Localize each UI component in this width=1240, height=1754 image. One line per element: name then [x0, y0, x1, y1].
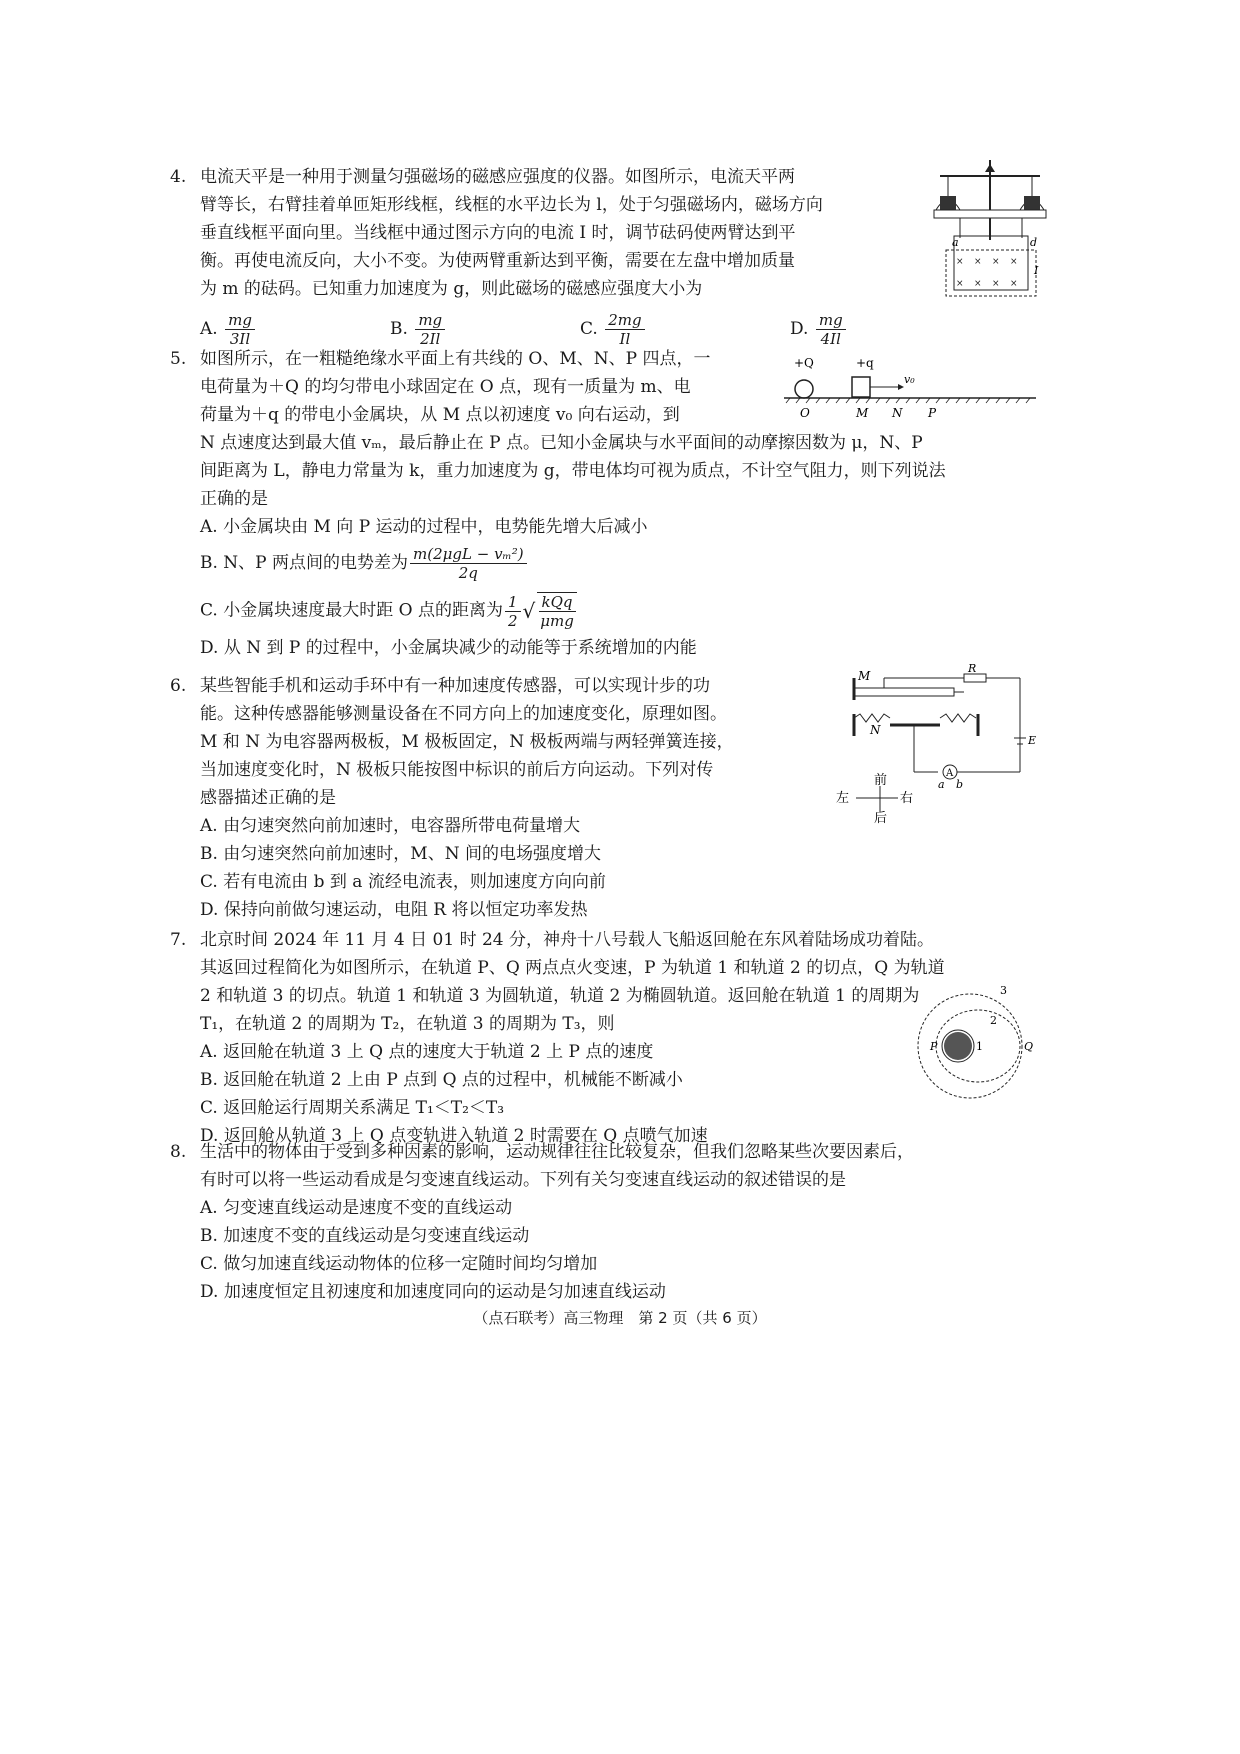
question-text-line: 为 m 的砝码。已知重力加速度为 g，则此磁场的磁感应强度大小为	[200, 279, 703, 299]
label-b: b	[956, 778, 964, 791]
label-I: I	[1034, 264, 1039, 277]
option-b[interactable]: B. 加速度不变的直线运动是匀变速直线运动	[200, 1226, 530, 1246]
label-orbit-2: 2	[990, 1014, 997, 1027]
question-text-line: 电流天平是一种用于测量匀强磁场的磁感应强度的仪器。如图所示，电流天平两	[200, 167, 795, 187]
current-balance-figure	[930, 160, 1050, 320]
option-d[interactable]: D. $\frac{mg}{4Il}$	[790, 311, 940, 348]
fraction: $\frac{mg}{3Il}$	[225, 311, 255, 348]
option-a[interactable]: A. 小金属块由 M 向 P 运动的过程中，电势能先增大后减小	[200, 517, 648, 537]
option-a[interactable]: A. 返回舱在轨道 3 上 Q 点的速度大于轨道 2 上 P 点的速度	[200, 1042, 654, 1062]
question-text-line: 生活中的物体由于受到多种因素的影响，运动规律往往比较复杂，但我们忽略某些次要因素后，	[200, 1142, 914, 1162]
label-orbit-1: 1	[976, 1040, 983, 1053]
option-a[interactable]: A. 由匀速突然向前加速时，电容器所带电荷量增大	[200, 816, 581, 836]
question-number: 6.	[170, 676, 187, 696]
fraction: $\frac{mg}{2Il}$	[415, 311, 445, 348]
question-text-line: T₁，在轨道 2 的周期为 T₂，在轨道 3 的周期为 T₃，则	[200, 1014, 615, 1034]
option-d[interactable]: D. 加速度恒定且初速度和加速度同向的运动是匀加速直线运动	[200, 1282, 666, 1302]
question-text-line: 2 和轨道 3 的切点。轨道 1 和轨道 3 为圆轨道，轨道 2 为椭圆轨道。返回舱在轨道 1 的周期为	[200, 986, 920, 1006]
question-text-line: 垂直线框平面向里。当线框中通过图示方向的电流 I 时，调节砝码使两臂达到平	[200, 223, 796, 243]
accelerometer-circuit-figure	[830, 662, 1050, 830]
fraction: $\frac{\text{kQq}}{\text{μmg}}$	[537, 592, 577, 630]
label-R: R	[968, 662, 977, 675]
svg-text:×: ×	[974, 279, 982, 289]
label-M: M	[856, 406, 869, 420]
question-text-line: 正确的是	[200, 489, 268, 509]
question-text-line: 能。这种传感器能够测量设备在不同方向上的加速度变化，原理如图。	[200, 704, 727, 724]
option-c[interactable]: C. 返回舱运行周期关系满足 T₁＜T₂＜T₃	[200, 1098, 505, 1118]
label-left: 左	[836, 791, 850, 806]
question-number: 4.	[170, 167, 187, 187]
option-b[interactable]: B. N、P 两点间的电势差为 $\frac{\text{m(2μgL − vₘ²)}}{2q}$	[200, 545, 1040, 582]
label-v0: v₀	[904, 373, 915, 386]
question-text-line: 如图所示，在一粗糙绝缘水平面上有共线的 O、M、N、P 四点，一	[200, 349, 711, 369]
label-back: 后	[874, 811, 888, 826]
question-text-line: 某些智能手机和运动手环中有一种加速度传感器，可以实现计步的功	[200, 676, 710, 696]
label-orbit-3: 3	[1000, 984, 1007, 997]
label-a: a	[938, 778, 945, 791]
fraction: $\frac{mg}{4Il}$	[816, 311, 846, 348]
svg-text:×: ×	[956, 279, 964, 289]
option-d[interactable]: D. 返回舱从轨道 3 上 Q 点变轨进入轨道 2 时需要在 Q 点喷气加速	[200, 1126, 708, 1146]
question-text-line: 有时可以将一些运动看成是匀变速直线运动。下列有关匀变速直线运动的叙述错误的是	[200, 1170, 846, 1190]
label-E: E	[1028, 734, 1037, 747]
option-c[interactable]: C. 做匀加速直线运动物体的位移一定随时间均匀增加	[200, 1254, 598, 1274]
option-c[interactable]: C. $\frac{2mg}{Il}$	[580, 311, 790, 348]
label-right: 右	[900, 791, 914, 806]
svg-text:×: ×	[1010, 257, 1018, 267]
question-number: 7.	[170, 930, 187, 950]
option-d[interactable]: D. 从 N 到 P 的过程中，小金属块减少的动能等于系统增加的内能	[200, 638, 697, 658]
fraction: $\frac{1}{2}$	[505, 593, 521, 630]
question-text-line: 荷量为＋q 的带电小金属块，从 M 点以初速度 v₀ 向右运动，到	[200, 405, 680, 425]
fraction: $\frac{\text{m(2μgL − vₘ²)}}{2q}$	[410, 545, 527, 582]
option-b[interactable]: B. $\frac{mg}{2Il}$	[390, 311, 580, 348]
option-c[interactable]: C. 小金属块速度最大时距 O 点的距离为 $\frac{1}{2}$ √ $\frac{\text{kQq}}{\text{μmg}}$	[200, 592, 1040, 630]
fraction: $\frac{2mg}{Il}$	[605, 311, 644, 348]
question-8	[170, 1138, 1040, 1306]
svg-text:×: ×	[974, 257, 982, 267]
svg-text:×: ×	[956, 257, 964, 267]
question-text-line: 间距离为 L，静电力常量为 k，重力加速度为 g，带电体均可视为质点，不计空气阻力，则下列说法	[200, 461, 946, 481]
label-P: P	[928, 406, 937, 420]
label-M: M	[858, 669, 871, 683]
label-plus-Q: +Q	[794, 356, 814, 370]
question-text-line: 衡。再使电流反向，大小不变。为使两臂重新达到平衡，需要在左盘中增加质量	[200, 251, 795, 271]
question-text-line: 臂等长，右臂挂着单匝矩形线框，线框的水平边长为 l，处于匀强磁场内，磁场方向	[200, 195, 823, 215]
label-O: O	[800, 406, 810, 420]
question-number: 5.	[170, 349, 187, 369]
question-number: 8.	[170, 1142, 187, 1162]
question-text-line: 电荷量为＋Q 的均匀带电小球固定在 O 点，现有一质量为 m、电	[200, 377, 691, 397]
svg-text:×: ×	[992, 279, 1000, 289]
label-N: N	[870, 723, 881, 737]
question-7	[170, 926, 1040, 1150]
label-a: a	[952, 236, 959, 249]
question-text-line: 北京时间 2024 年 11 月 4 日 01 时 24 分，神舟十八号载人飞船返回舱在东风着陆场成功着陆。	[200, 930, 935, 950]
option-c[interactable]: C. 若有电流由 b 到 a 流经电流表，则加速度方向向前	[200, 872, 606, 892]
charges-on-surface-figure	[780, 353, 1040, 419]
svg-text:×: ×	[1010, 279, 1018, 289]
label-A: A	[946, 768, 954, 779]
label-d: d	[1030, 236, 1038, 249]
question-text-line: 感器描述正确的是	[200, 788, 336, 808]
label-P: P	[930, 1040, 938, 1053]
page-footer: （点石联考）高三物理 第 2 页（共 6 页）	[473, 1309, 767, 1327]
option-b[interactable]: B. 返回舱在轨道 2 上由 P 点到 Q 点的过程中，机械能不断减小	[200, 1070, 683, 1090]
option-a[interactable]: A. 匀变速直线运动是速度不变的直线运动	[200, 1198, 513, 1218]
orbits-figure	[920, 980, 1060, 1100]
label-Q: Q	[1024, 1040, 1034, 1053]
option-a[interactable]: A. $\frac{mg}{3Il}$	[200, 311, 390, 348]
question-text-line: N 点速度达到最大值 vₘ，最后静止在 P 点。已知小金属块与水平面间的动摩擦因数为 μ，N、P	[200, 433, 923, 453]
label-front: 前	[874, 773, 888, 788]
svg-text:×: ×	[992, 257, 1000, 267]
label-N: N	[892, 406, 903, 420]
option-d[interactable]: D. 保持向前做匀速运动，电阻 R 将以恒定功率发热	[200, 900, 588, 920]
question-text-line: M 和 N 为电容器两极板，M 极板固定，N 极板两端与两轻弹簧连接，	[200, 732, 734, 752]
option-b[interactable]: B. 由匀速突然向前加速时，M、N 间的电场强度增大	[200, 844, 601, 864]
label-plus-q: +q	[856, 356, 874, 370]
question-text-line: 当加速度变化时，N 极板只能按图中标识的前后方向运动。下列对传	[200, 760, 714, 780]
question-4	[170, 163, 1040, 351]
question-text-line: 其返回过程简化为如图所示，在轨道 P、Q 两点点火变速，P 为轨道 1 和轨道 2 的切点，Q 为轨道	[200, 958, 945, 978]
